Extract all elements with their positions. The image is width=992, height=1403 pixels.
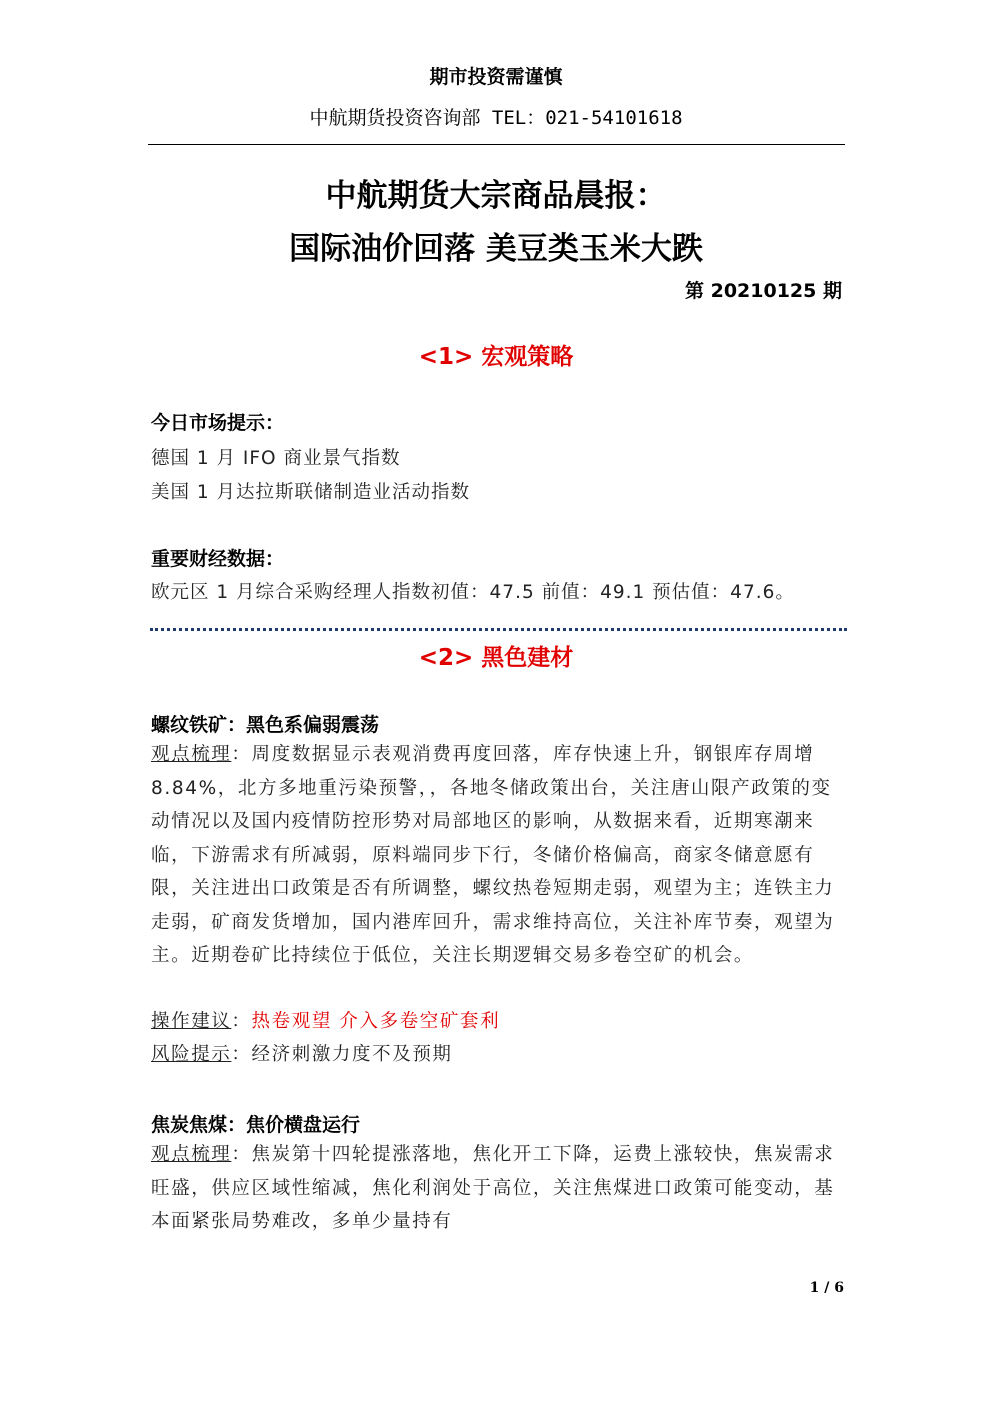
market-tip-item: 德国 1 月 IFO 商业景气指数 [151, 448, 401, 469]
section-heading-black: <2> 黑色建材 [418, 645, 574, 671]
header-contact: 中航期货投资咨询部 TEL：021-54101618 [309, 107, 683, 129]
section-heading-macro: <1> 宏观策略 [418, 344, 574, 370]
rebar-title: 螺纹铁矿：黑色系偏弱震荡 [151, 714, 380, 736]
market-tips-label: 今日市场提示： [151, 412, 285, 434]
coke-view-label: 观点梳理 [151, 1144, 232, 1165]
econ-data-label: 重要财经数据： [151, 548, 285, 570]
section-divider [150, 628, 847, 631]
page-number: 1 / 6 [809, 1280, 844, 1296]
header-slogan: 期市投资需谨慎 [429, 66, 563, 88]
coke-title: 焦炭焦煤：焦价横盘运行 [151, 1114, 361, 1136]
rebar-op-text: 热卷观望 介入多卷空矿套利 [251, 1011, 501, 1032]
rebar-risk: 风险提示：经济刺激力度不及预期 [151, 1044, 453, 1065]
rebar-risk-text: 经济刺激力度不及预期 [251, 1044, 453, 1065]
market-tips-block [151, 408, 851, 435]
rebar-risk-label: 风险提示 [151, 1044, 232, 1065]
rebar-view-label: 观点梳理 [151, 744, 232, 765]
header-rule [148, 144, 845, 145]
coke-view-text: ：焦炭第十四轮提涨落地，焦化开工下降，运费上涨较快，焦炭需求旺盛，供应区域性缩减，焦化利润处于高位，关注焦煤进口政策可能变动，基本面紧张局势难改，多单少量持有 [151, 1144, 835, 1232]
rebar-operation: 操作建议：热卷观望 介入多卷空矿套利 [151, 1011, 501, 1032]
rebar-view [151, 738, 845, 973]
rebar-op-label: 操作建议 [151, 1011, 232, 1032]
market-tip-item: 美国 1 月达拉斯联储制造业活动指数 [151, 482, 471, 503]
report-title: 中航期货大宗商品晨报： [325, 178, 667, 214]
coke-view [151, 1138, 845, 1239]
issue-number: 第 20210125 期 [685, 280, 842, 302]
econ-data-line: 欧元区 1 月综合采购经理人指数初值：47.5 前值：49.1 预估值：47.6。 [151, 582, 795, 603]
report-subtitle: 国际油价回落 美豆类玉米大跌 [289, 231, 703, 267]
rebar-view-text: ：周度数据显示表观消费再度回落，库存快速上升，钢银库存周增 8.84%，北方多地重污染预警，，各地冬储政策出台，关注唐山限产政策的变动情况以及国内疫情防控形势对局部地区的影响，从数据来看，近期寒潮来临，下游需求有所减弱，原料端同步下行，冬储价格偏高，商家冬储意愿有限，关注进出口政策是否有所调整，螺纹热卷短期走弱，观望为主；连铁主力走弱，矿商发货增加，国内港库回升，需求维持高位，关注补库节奏，观望为主。近期卷矿比持续位于低位，关注长期逻辑交易多卷空矿的机会。 [151, 744, 835, 966]
